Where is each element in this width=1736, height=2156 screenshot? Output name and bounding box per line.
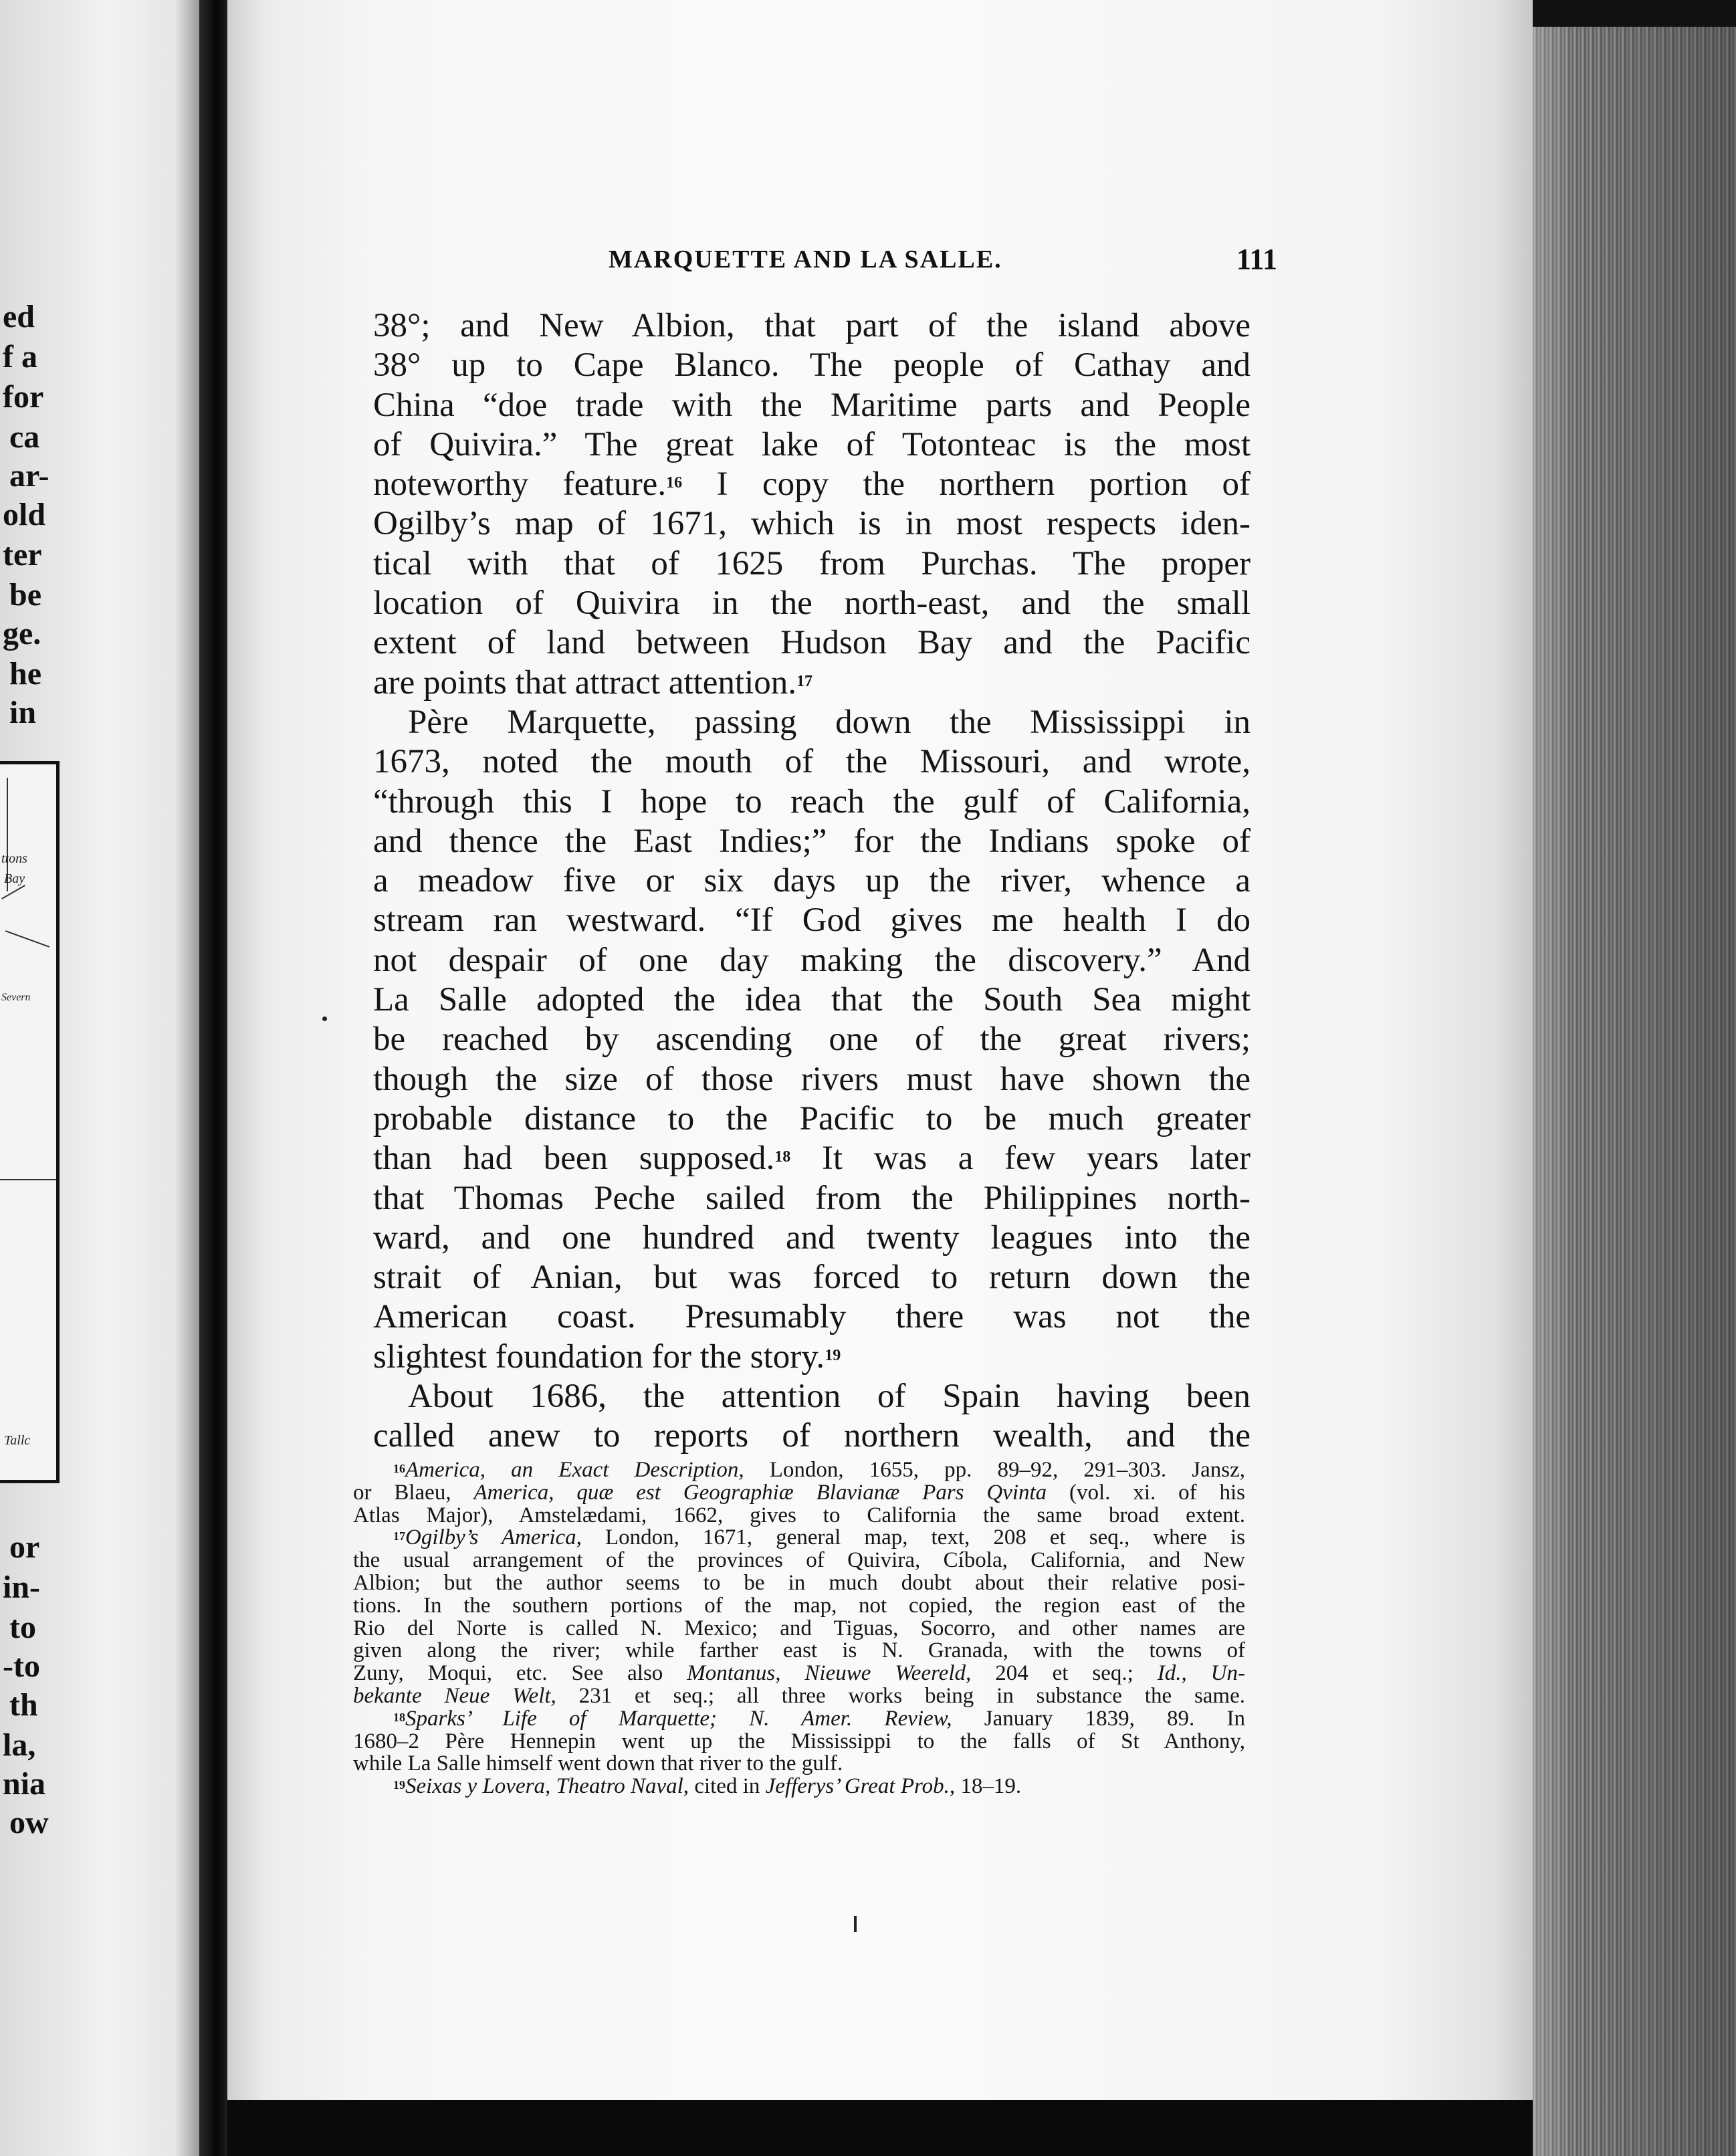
footnote-ref-19[interactable]: 19 <box>825 1346 841 1364</box>
ink-speck <box>322 1016 327 1021</box>
text-line: 38° up to Cape Blanco. The people of Cathay and <box>373 346 1251 385</box>
page-block-top-shadow <box>1533 0 1736 27</box>
left-fragment: in- <box>3 1570 41 1605</box>
citation-title: Jefferys’ Great Prob., <box>765 1774 956 1799</box>
left-fragment: -to <box>3 1648 40 1684</box>
footnote-line <box>353 1459 1245 1482</box>
left-fragment: for <box>3 379 44 415</box>
map-fragment <box>0 761 60 1483</box>
footnote-line: while La Salle himself went down that river to the gulf. <box>353 1751 843 1776</box>
text-line: not despair of one day making the discovery.” And <box>373 941 1251 979</box>
footnote-line <box>353 1482 1245 1505</box>
footnote-line: tions. In the southern portions of the map, not copied, the region east of the <box>353 1593 1245 1618</box>
text-line: Ogilby’s map of 1671, which is in most respects iden- <box>373 505 1251 543</box>
page-number: 111 <box>1236 243 1277 276</box>
map-line <box>0 1179 56 1180</box>
map-label: ttons <box>1 851 27 866</box>
text-line: tical with that of 1625 from Purchas. The proper <box>373 544 1251 582</box>
footnote-ref-16[interactable]: 16 <box>666 474 683 492</box>
text-line: probable distance to the Pacific to be much greater <box>373 1099 1251 1138</box>
text-segment: than had been supposed. <box>373 1140 775 1178</box>
citation-title: Sparks’ Life of Marquette; N. Amer. Review, <box>405 1706 952 1731</box>
text-segment: London, 1671, general map, text, 208 et seq., where is <box>581 1525 1245 1550</box>
text-line <box>373 1139 1251 1178</box>
text-line: be reached by ascending one of the great rivers; <box>373 1020 1251 1059</box>
text-segment: or Blaeu, <box>353 1480 474 1505</box>
text-segment: Zuny, Moqui, etc. See also <box>353 1661 687 1686</box>
text-line: strait of Anian, but was forced to return down the <box>373 1259 1251 1297</box>
left-fragment: ed <box>3 299 35 334</box>
footnote-line <box>353 1775 1245 1798</box>
footnote-line <box>353 1708 1245 1731</box>
text-line: a meadow five or six days up the river, whence a <box>373 862 1251 900</box>
text-line: called anew to reports of northern wealth, and the <box>373 1417 1251 1455</box>
text-line: of Quivira.” The great lake of Totonteac is the most <box>373 425 1251 463</box>
text-line: Père Marquette, passing down the Mississippi in <box>408 703 1251 741</box>
citation-title: Montanus, Nieuwe Weereld, <box>687 1661 972 1686</box>
footnote-line: Atlas Major), Amstelædami, 1662, gives to California the same broad extent. <box>353 1503 1245 1527</box>
footnote-number-19: 19 <box>393 1778 405 1792</box>
left-fragment: nia <box>3 1766 46 1802</box>
book-gutter <box>199 0 227 2156</box>
map-label: Severn <box>1 992 31 1003</box>
text-line: About 1686, the attention of Spain having been <box>408 1378 1251 1416</box>
left-fragment: or <box>9 1529 40 1565</box>
footnote-line <box>353 1662 1245 1685</box>
left-fragment: ar- <box>9 458 49 494</box>
left-fragment: ca <box>9 419 40 455</box>
text-segment: 231 et seq.; all three works being in substance the same. <box>556 1683 1245 1708</box>
left-fragment: ge. <box>3 616 41 651</box>
citation-title: America, quæ est Geographiæ Blavianæ Pars Qvinta <box>473 1480 1047 1505</box>
left-fragment: f a <box>3 339 37 374</box>
text-segment: noteworthy feature. <box>373 465 667 504</box>
text-line: 38°; and New Albion, that part of the island above <box>373 307 1251 344</box>
text-line <box>373 663 1251 703</box>
footnote-number-18: 18 <box>393 1710 405 1724</box>
footnote-number-17: 17 <box>393 1529 405 1543</box>
page-header <box>374 242 1277 282</box>
text-line: and thence the East Indies;” for the Indians spoke of <box>373 822 1251 860</box>
footnote-line: 1680–2 Père Hennepin went up the Mississippi to the falls of St Anthony, <box>353 1729 1245 1753</box>
left-fragment: be <box>9 577 41 613</box>
left-fragment: in <box>9 695 37 730</box>
text-line: stream ran westward. “If God gives me health I do <box>373 901 1251 940</box>
footnote-line: given along the river; while farther east is N. Granada, with the towns of <box>353 1638 1245 1663</box>
text-line: location of Quivira in the north-east, and the small <box>373 584 1251 623</box>
text-segment: 18–19. <box>955 1774 1022 1799</box>
left-fragment: ow <box>9 1805 49 1840</box>
text-segment: I copy the northern portion of <box>682 465 1251 504</box>
text-segment: are points that attract attention. <box>373 663 797 702</box>
text-line: extent of land between Hudson Bay and the Pacific <box>373 624 1251 662</box>
footnote-line: the usual arrangement of the provinces of Quivira, Cíbola, California, and New <box>353 1548 1245 1573</box>
footnote-line <box>353 1685 1245 1708</box>
text-line: ward, and one hundred and twenty leagues into the <box>373 1218 1251 1257</box>
footnote-line: Albion; but the author seems to be in much doubt about their relative posi- <box>353 1570 1245 1595</box>
page-block-shading <box>1533 0 1736 2156</box>
left-fragment: la, <box>3 1727 36 1763</box>
text-segment: 204 et seq.; <box>971 1661 1158 1686</box>
text-line: American coast. Presumably there was not the <box>373 1298 1251 1336</box>
map-label: Tallc <box>4 1433 31 1448</box>
left-fragment: th <box>9 1687 38 1723</box>
footnotes <box>353 1459 1245 1798</box>
text-line: that Thomas Peche sailed from the Philippines north- <box>373 1179 1251 1217</box>
text-line <box>373 1337 1251 1377</box>
ink-speck <box>854 1916 857 1932</box>
text-segment: cited in <box>689 1774 766 1799</box>
footnote-line: Rio del Norte is called N. Mexico; and Tiguas, Socorro, and other names are <box>353 1616 1245 1640</box>
left-fragment: ter <box>3 537 42 572</box>
map-label: Bay <box>4 871 25 886</box>
citation-title: Ogilby’s America, <box>405 1525 582 1550</box>
citation-title: Id., Un- <box>1157 1661 1245 1686</box>
text-segment: (vol. xi. of his <box>1047 1480 1245 1505</box>
map-line <box>5 930 49 948</box>
left-fragment: he <box>9 656 41 691</box>
text-line <box>373 465 1251 504</box>
text-line: 1673, noted the mouth of the Missouri, and wrote, <box>373 743 1251 781</box>
text-line: China “doe trade with the Maritime parts and People <box>373 386 1251 424</box>
left-fragment: to <box>9 1610 36 1645</box>
citation-title: bekante Neue Welt, <box>353 1683 556 1708</box>
text-line: though the size of those rivers must have shown the <box>373 1060 1251 1098</box>
footnote-ref-18[interactable]: 18 <box>774 1148 791 1166</box>
text-segment: slightest foundation for the story. <box>373 1337 825 1376</box>
left-fragment: old <box>3 497 46 532</box>
footnote-number-16: 16 <box>393 1462 405 1475</box>
body-text <box>373 306 1251 1457</box>
text-segment: January 1839, 89. In <box>952 1706 1245 1731</box>
footnote-line <box>353 1527 1245 1549</box>
text-line: La Salle adopted the idea that the South Sea might <box>373 981 1251 1019</box>
text-segment: London, 1655, pp. 89–92, 291–303. Jansz, <box>744 1458 1245 1482</box>
text-segment: It was a few years later <box>790 1140 1251 1178</box>
footnote-ref-17[interactable]: 17 <box>796 672 813 690</box>
map-line <box>1 885 25 899</box>
citation-title: Seixas y Lovera, Theatro Naval, <box>405 1774 689 1799</box>
running-head: MARQUETTE AND LA SALLE. <box>609 245 1002 274</box>
text-line: “through this I hope to reach the gulf of California, <box>373 782 1251 821</box>
bottom-shadow <box>227 2100 1533 2156</box>
left-facing-page <box>0 0 199 2156</box>
citation-title: America, an Exact Description, <box>405 1458 744 1482</box>
